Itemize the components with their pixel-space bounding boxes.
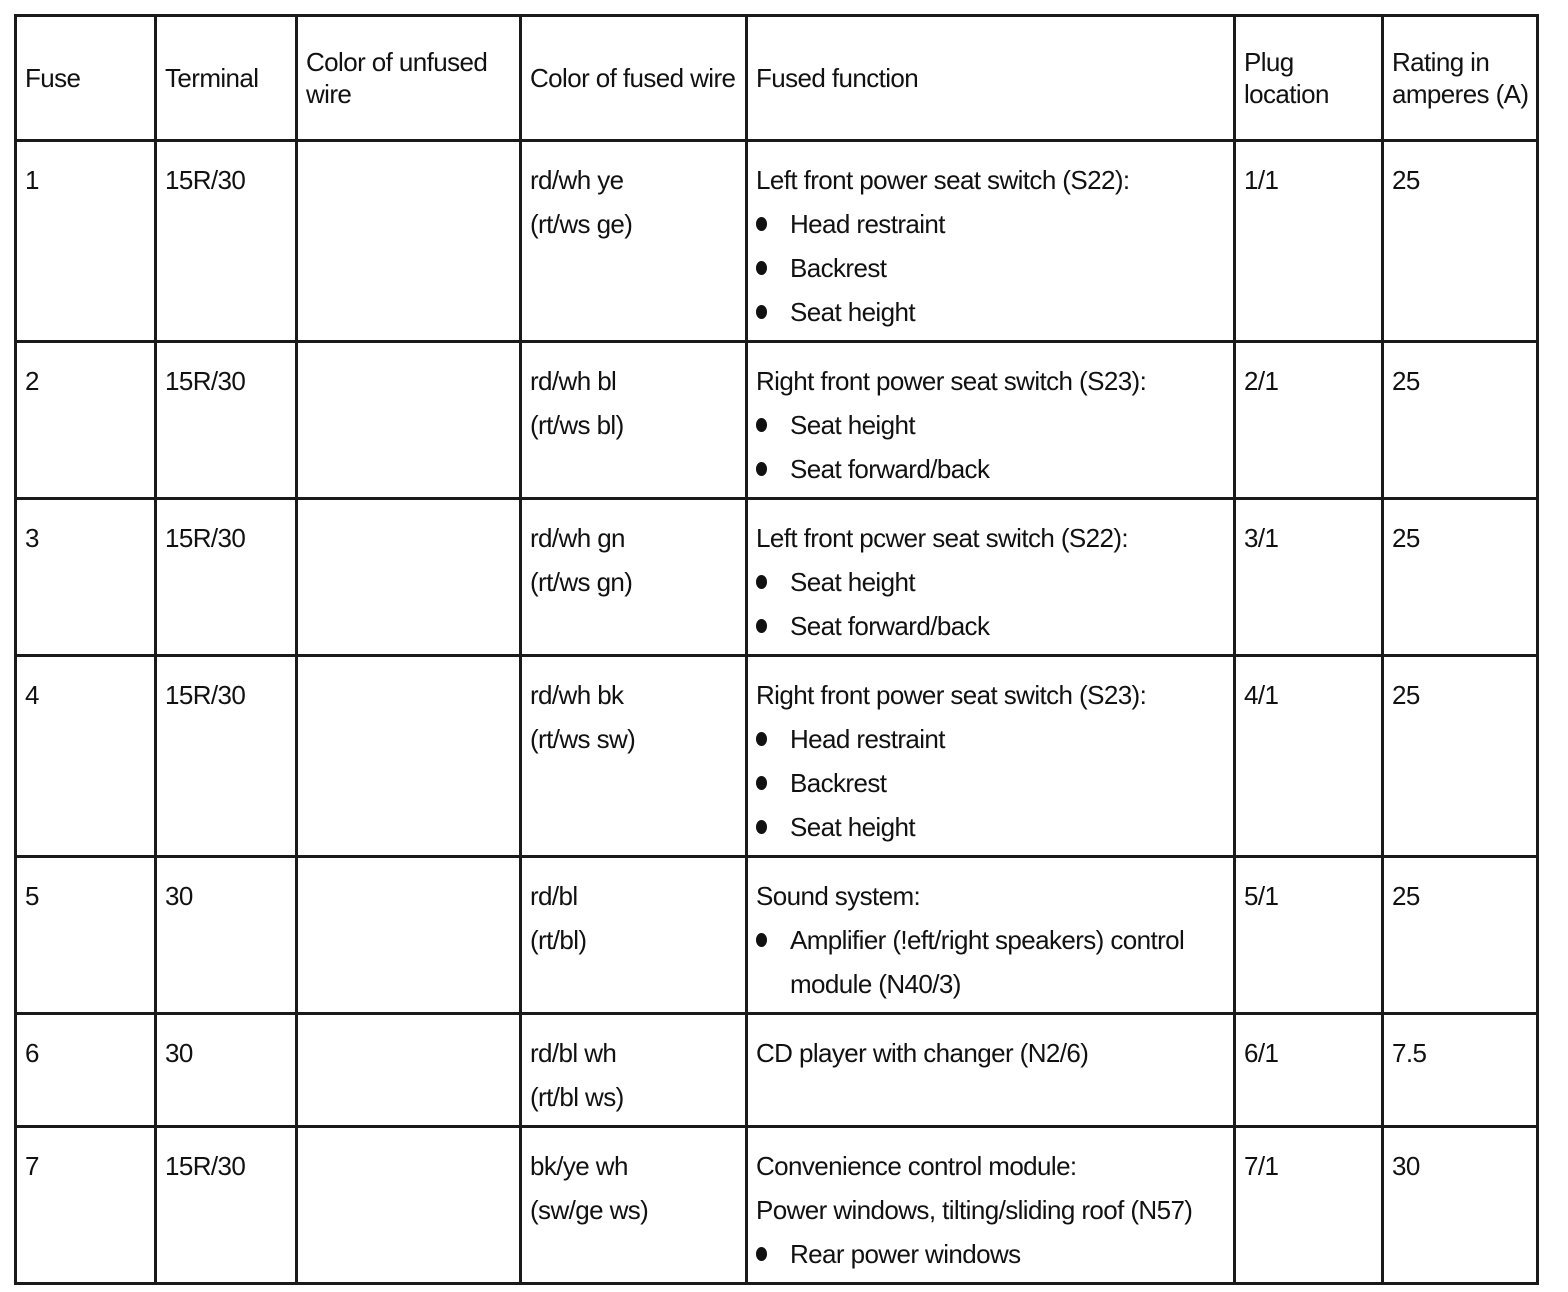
terminal-cell: 15R/30 [156,1127,297,1284]
function-list [756,918,1225,1006]
bullet-icon [756,217,767,231]
function-list-item [756,717,1225,761]
bullet-icon [756,933,767,947]
rating-cell: 25 [1383,342,1538,499]
fused-color-line: (rt/ws sw) [530,724,636,754]
fused-color-line: bk/ye wh [530,1151,628,1181]
function-item-text: Amplifier (!eft/right speakers) control module (N40/3) [790,925,1185,999]
rating-cell: 25 [1383,857,1538,1014]
table-row [16,141,1538,342]
rating-cell: 7.5 [1383,1014,1538,1127]
fuse-number-cell: 4 [16,656,156,857]
header-plug-location: Plug location [1235,16,1383,141]
function-title: Right front power seat switch (S23): [756,366,1147,396]
header-rating-line: amperes (A) [1392,79,1529,109]
rating-cell: 30 [1383,1127,1538,1284]
fused-color-line: rd/bl [530,881,578,911]
unfused-color-cell [297,499,521,656]
fuse-table [14,14,1539,1285]
unfused-color-cell [297,656,521,857]
fused-color-line: rd/bl wh [530,1038,617,1068]
fused-function-cell [747,141,1235,342]
table-row [16,1014,1538,1127]
function-title: Right front power seat switch (S23): [756,680,1147,710]
fuse-number-cell: 2 [16,342,156,499]
header-unfused-color-line: wire [306,79,352,109]
function-list-item [756,805,1225,849]
fuse-number-cell: 7 [16,1127,156,1284]
terminal-cell: 15R/30 [156,342,297,499]
plug-location-cell: 7/1 [1235,1127,1383,1284]
function-list-item [756,604,1225,648]
bullet-icon [756,418,767,432]
header-rating [1383,16,1538,141]
function-list-item [756,202,1225,246]
fused-function-cell [747,656,1235,857]
table-row [16,656,1538,857]
function-item-text: Seat height [790,297,915,327]
header-unfused-color-line: Color of unfused [306,47,488,77]
fused-color-cell [521,656,747,857]
fused-color-cell [521,857,747,1014]
fused-color-line: rd/wh bl [530,366,617,396]
unfused-color-cell [297,1127,521,1284]
terminal-cell: 30 [156,857,297,1014]
table-row [16,499,1538,656]
fused-color-line: (sw/ge ws) [530,1195,649,1225]
function-list-item [756,447,1225,491]
header-fused-function: Fused function [747,16,1235,141]
bullet-icon [756,1247,767,1261]
fused-function-cell [747,342,1235,499]
function-item-text: Rear power windows [790,1239,1021,1269]
function-item-text: Seat height [790,410,915,440]
function-item-text: Seat forward/back [790,454,990,484]
bullet-icon [756,575,767,589]
table-row [16,342,1538,499]
function-title: Power windows, tilting/sliding roof (N57) [756,1195,1193,1225]
function-list [756,560,1225,648]
bullet-icon [756,732,767,746]
function-item-text: Backrest [790,253,887,283]
fused-color-cell [521,141,747,342]
plug-location-cell: 5/1 [1235,857,1383,1014]
function-list [756,202,1225,334]
table-body [16,141,1538,1284]
function-title: Left front pcwer seat switch (S22): [756,523,1129,553]
header-fused-color: Color of fused wire [521,16,747,141]
function-item-text: Seat forward/back [790,611,990,641]
plug-location-cell: 1/1 [1235,141,1383,342]
bullet-icon [756,261,767,275]
function-list [756,403,1225,491]
fused-color-cell [521,1014,747,1127]
terminal-cell: 15R/30 [156,499,297,656]
function-list-item [756,560,1225,604]
function-item-text: Seat height [790,812,915,842]
terminal-cell: 30 [156,1014,297,1127]
plug-location-cell: 4/1 [1235,656,1383,857]
unfused-color-cell [297,857,521,1014]
function-list-item [756,290,1225,334]
function-list [756,1232,1225,1276]
fused-color-cell [521,1127,747,1284]
fused-color-line: rd/wh gn [530,523,625,553]
function-item-text: Head restraint [790,724,945,754]
function-item-text: Seat height [790,567,915,597]
bullet-icon [756,305,767,319]
fused-function-cell [747,1127,1235,1284]
terminal-cell: 15R/30 [156,656,297,857]
table-row [16,1127,1538,1284]
function-title: Sound system: [756,881,921,911]
table-row [16,857,1538,1014]
header-terminal: Terminal [156,16,297,141]
plug-location-cell: 3/1 [1235,499,1383,656]
unfused-color-cell [297,141,521,342]
fused-color-cell [521,342,747,499]
fused-function-cell [747,499,1235,656]
fuse-number-cell: 1 [16,141,156,342]
bullet-icon [756,462,767,476]
function-list-item [756,1232,1225,1276]
header-row [16,16,1538,141]
fused-color-line: (rt/bl ws) [530,1082,624,1112]
bullet-icon [756,619,767,633]
function-item-text: Backrest [790,768,887,798]
fused-color-line: (rt/ws bl) [530,410,624,440]
fused-color-line: rd/wh bk [530,680,624,710]
plug-location-cell: 2/1 [1235,342,1383,499]
fuse-number-cell: 5 [16,857,156,1014]
function-title: Convenience control module: [756,1151,1077,1181]
fused-color-line: (rt/ws gn) [530,567,633,597]
function-list-item [756,246,1225,290]
rating-cell: 25 [1383,141,1538,342]
rating-cell: 25 [1383,499,1538,656]
function-title: Left front power seat switch (S22): [756,165,1130,195]
fused-color-line: (rt/bl) [530,925,587,955]
header-fuse: Fuse [16,16,156,141]
plug-location-cell: 6/1 [1235,1014,1383,1127]
function-list [756,717,1225,849]
unfused-color-cell [297,342,521,499]
fuse-number-cell: 6 [16,1014,156,1127]
function-list-item [756,761,1225,805]
function-list-item [756,403,1225,447]
unfused-color-cell [297,1014,521,1127]
fused-color-line: (rt/ws ge) [530,209,633,239]
fused-function-cell [747,1014,1235,1127]
header-rating-line: Rating in [1392,47,1490,77]
function-title: CD player with changer (N2/6) [756,1038,1089,1068]
function-list-item [756,918,1225,1006]
rating-cell: 25 [1383,656,1538,857]
fuse-number-cell: 3 [16,499,156,656]
bullet-icon [756,820,767,834]
fused-color-cell [521,499,747,656]
fused-color-line: rd/wh ye [530,165,624,195]
bullet-icon [756,776,767,790]
fused-function-cell [747,857,1235,1014]
header-unfused-color [297,16,521,141]
function-item-text: Head restraint [790,209,945,239]
terminal-cell: 15R/30 [156,141,297,342]
